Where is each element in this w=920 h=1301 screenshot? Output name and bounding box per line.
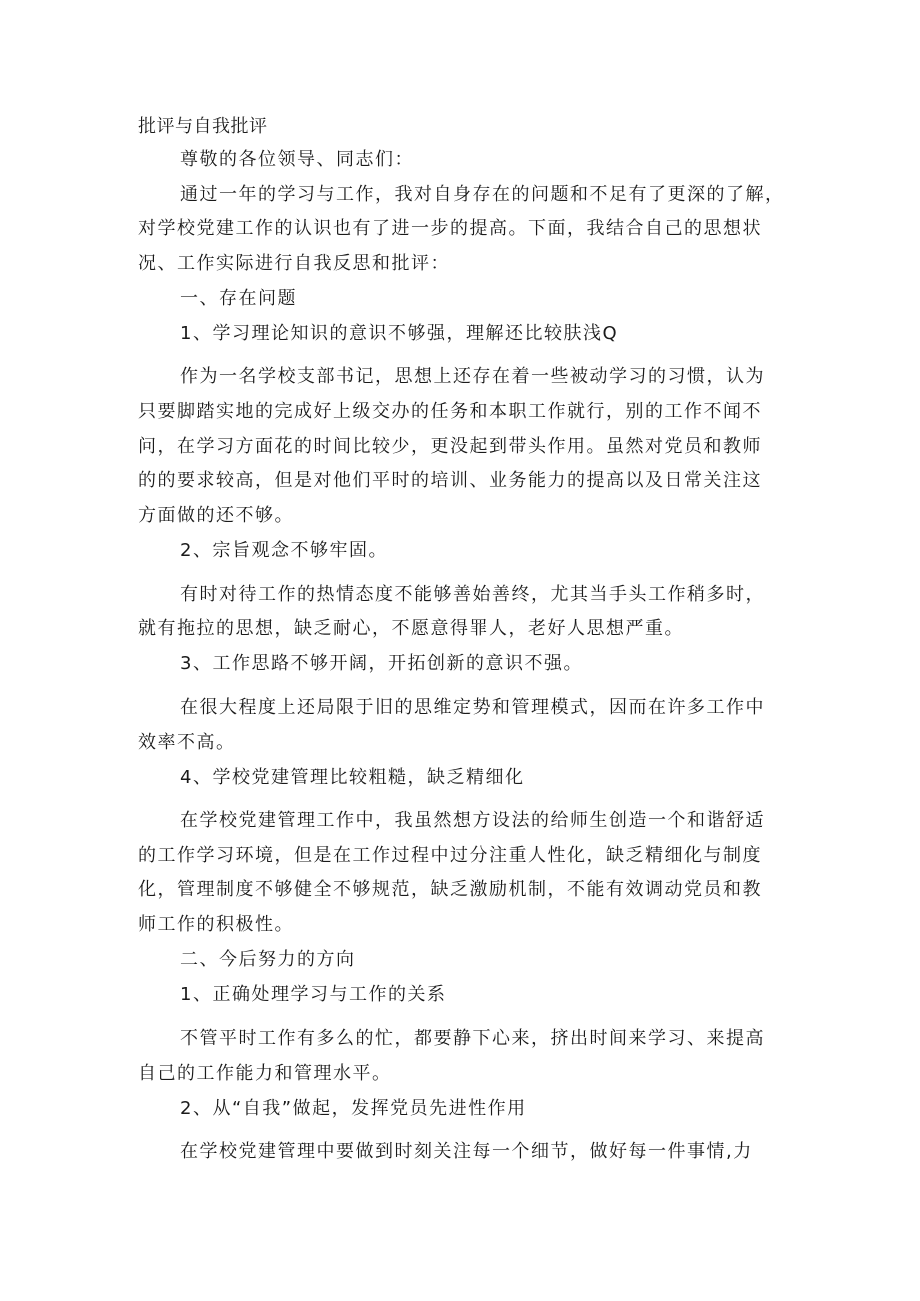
paragraph-line: 方面做的还不够。 xyxy=(138,505,294,526)
direction-heading: 1、正确处理学习与工作的关系 xyxy=(180,984,447,1005)
paragraph-line: 化，管理制度不够健全不够规范，缺乏激励机制，不能有效调动党员和教 xyxy=(138,879,762,900)
paragraph-line: 自己的工作能力和管理水平。 xyxy=(138,1063,392,1084)
section-heading: 二、今后努力的方向 xyxy=(180,949,356,970)
problem-heading: 4、学校党建管理比较粗糙，缺乏精细化 xyxy=(180,767,525,788)
problem-heading: 2、宗旨观念不够牢固。 xyxy=(180,540,388,561)
greeting: 尊敬的各位领导、同志们： xyxy=(180,149,414,170)
paragraph-line: 在很大程度上还局限于旧的思维定势和管理模式，因而在许多工作中 xyxy=(180,697,765,718)
paragraph-line: 在学校党建管理工作中，我虽然想方设法的给师生创造一个和谐舒适 xyxy=(180,810,765,831)
document-title: 批评与自我批评 xyxy=(138,116,268,137)
section-heading: 一、存在问题 xyxy=(180,288,297,309)
paragraph-line: 的工作学习环境，但是在工作过程中过分注重人性化，缺乏精细化与制度 xyxy=(138,845,762,866)
intro-line: 况、工作实际进行自我反思和批评： xyxy=(138,253,450,274)
problem-heading: 3、工作思路不够开阔，开拓创新的意识不强。 xyxy=(180,653,583,674)
paragraph-line: 问，在学习方面花的时间比较少，更没起到带头作用。虽然对党员和教师 xyxy=(138,436,762,457)
paragraph-line: 作为一名学校支部书记，思想上还存在着一些被动学习的习惯，认为 xyxy=(180,366,765,387)
paragraph-line: 只要脚踏实地的完成好上级交办的任务和本职工作就行，别的工作不闻不 xyxy=(138,401,762,422)
paragraph-line: 效率不高。 xyxy=(138,732,236,753)
paragraph-line: 不管平时工作有多么的忙，都要静下心来，挤出时间来学习、来提高 xyxy=(180,1028,765,1049)
paragraph-line: 在学校党建管理中要做到时刻关注每一个细节，做好每一件事情,力 xyxy=(180,1141,753,1162)
paragraph-line: 有时对待工作的热情态度不能够善始善终，尤其当手头工作稍多时， xyxy=(180,584,765,605)
problem-heading: 1、学习理论知识的意识不够强，理解还比较肤浅Q xyxy=(180,323,619,344)
intro-line: 对学校党建工作的认识也有了进一步的提高。下面，我结合自己的思想状 xyxy=(138,218,762,239)
intro-line: 通过一年的学习与工作，我对自身存在的问题和不足有了更深的了解， xyxy=(180,184,785,205)
direction-heading: 2、从“自我”做起，发挥党员先进性作用 xyxy=(180,1098,527,1119)
paragraph-line: 师工作的积极性。 xyxy=(138,914,294,935)
paragraph-line: 就有拖拉的思想，缺乏耐心，不愿意得罪人，老好人思想严重。 xyxy=(138,618,684,639)
paragraph-line: 的的要求较高，但是对他们平时的培训、业务能力的提高以及日常关注这 xyxy=(138,470,762,491)
